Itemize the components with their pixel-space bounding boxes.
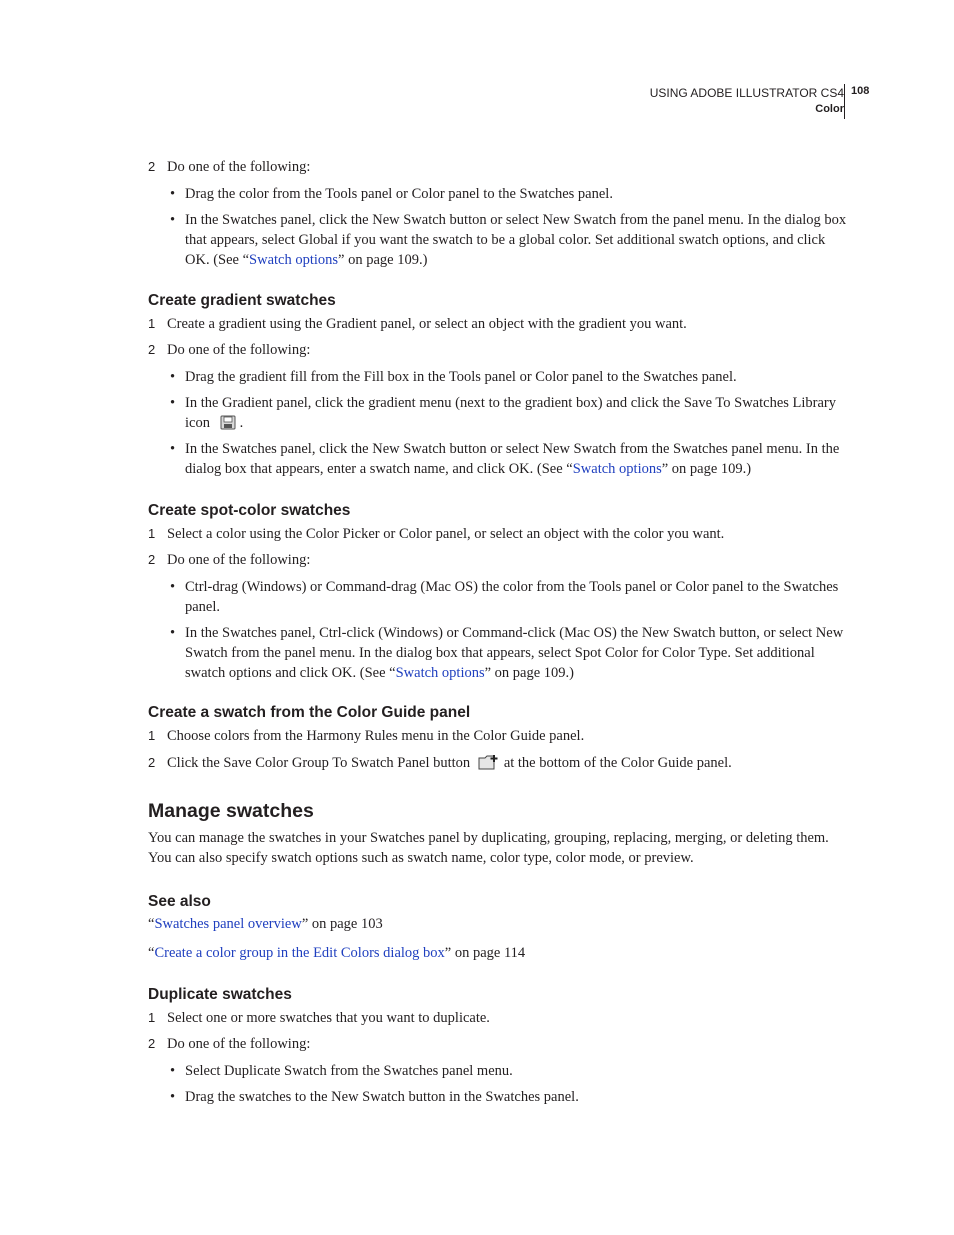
step-number: 1: [148, 316, 156, 331]
save-color-group-icon: [478, 754, 500, 776]
list-item: [148, 623, 848, 683]
list-item: [148, 210, 848, 270]
text: In the Swatches panel, click the New Swatch button or select New Swatch from the panel menu. In the dialog box that appears, select Global if you want the swatch to be a global color. Set additional swatch options, and click OK. (See “: [185, 212, 847, 268]
heading-manage-swatches: Manage swatches: [148, 800, 314, 822]
bullet: •: [170, 369, 176, 385]
step-number: 2: [148, 552, 156, 567]
list-item: [148, 577, 848, 617]
step-text: Select a color using the Color Picker or Color panel, or select an object with the color you want.: [167, 526, 725, 542]
text: In the Swatches panel, click the New Swatch button or select New Swatch from the Swatches panel menu. In the dialog box that appears, enter a swatch name, and click OK. (See “: [185, 441, 840, 477]
text: ” on page 109.): [484, 665, 575, 681]
bullet: •: [170, 441, 176, 457]
step-2: [148, 157, 848, 177]
step-text: Do one of the following:: [167, 159, 311, 175]
swatch-options-link[interactable]: Swatch options: [572, 461, 662, 477]
step-1: [148, 524, 848, 544]
step-2: [148, 550, 848, 570]
heading-create-spot-color-swatches: Create spot-color swatches: [148, 502, 351, 519]
list-item: [148, 1061, 848, 1081]
bullet: •: [170, 1063, 176, 1079]
swatches-panel-overview-link[interactable]: Swatches panel overview: [154, 916, 302, 932]
text: ” on page 103: [301, 916, 383, 932]
section-name: Color: [815, 103, 844, 115]
bullet-text: [148, 393, 848, 436]
step-text: Select one or more swatches that you want to duplicate.: [167, 1010, 490, 1026]
bullet-text: [148, 623, 848, 683]
bullet: •: [170, 186, 176, 202]
bullet: •: [170, 1089, 176, 1105]
bullet-text: Select Duplicate Swatch from the Swatches panel menu.: [185, 1063, 513, 1079]
bullet-text: [148, 210, 848, 270]
bullet-text: Drag the swatches to the New Swatch button in the Swatches panel.: [185, 1089, 579, 1105]
step-2: [148, 753, 848, 776]
step-text: Choose colors from the Harmony Rules menu in the Color Guide panel.: [167, 728, 585, 744]
step-number: 2: [148, 342, 156, 357]
create-color-group-link[interactable]: Create a color group in the Edit Colors dialog box: [154, 945, 445, 961]
running-header: [650, 85, 844, 117]
step-number: 2: [148, 755, 156, 770]
see-also-item: [148, 914, 848, 934]
bullet-text: Drag the gradient fill from the Fill box in the Tools panel or Color panel to the Swatches panel.: [185, 369, 737, 385]
bullet: •: [170, 212, 176, 228]
heading-duplicate-swatches: Duplicate swatches: [148, 986, 292, 1003]
text: ” on page 109.): [661, 461, 752, 477]
heading-create-swatch-color-guide: Create a swatch from the Color Guide panel: [148, 704, 471, 721]
step-number: 2: [148, 1036, 156, 1051]
list-item: [148, 439, 848, 479]
list-item: [148, 1087, 848, 1107]
step-text: [148, 753, 848, 776]
text: Click the Save Color Group To Swatch Panel button: [167, 755, 471, 771]
step-text: Do one of the following:: [167, 1036, 311, 1052]
list-item: [148, 367, 848, 387]
bullet: •: [170, 625, 176, 641]
heading-see-also: See also: [148, 893, 211, 910]
text: ” on page 109.): [338, 252, 428, 268]
step-text: Create a gradient using the Gradient panel, or select an object with the gradient you want.: [167, 316, 687, 332]
text: “: [148, 945, 155, 961]
page-number: 108: [851, 85, 870, 97]
step-number: 1: [148, 526, 156, 541]
list-item: [148, 393, 848, 436]
bullet-text: Drag the color from the Tools panel or Color panel to the Swatches panel.: [185, 186, 613, 202]
bullet: •: [170, 395, 176, 411]
bullet: •: [170, 579, 176, 595]
text: In the Gradient panel, click the gradient menu (next to the gradient box) and click the Save To Swatches Library icon: [185, 395, 836, 431]
book-title: USING ADOBE ILLUSTRATOR CS4: [649, 86, 844, 100]
step-1: [148, 1008, 848, 1028]
step-number: 1: [148, 728, 156, 743]
text: ” on page 114: [444, 945, 526, 961]
step-1: [148, 314, 848, 334]
text: .: [239, 415, 244, 431]
text: “: [148, 916, 155, 932]
step-text: Do one of the following:: [167, 342, 311, 358]
bullet-text: [148, 439, 848, 479]
text: at the bottom of the Color Guide panel.: [503, 755, 732, 771]
step-2: [148, 1034, 848, 1054]
bullet-text: Ctrl-drag (Windows) or Command-drag (Mac OS) the color from the Tools panel or Color panel to the Swatches panel.: [185, 579, 839, 615]
see-also-item: [148, 943, 848, 963]
paragraph: You can manage the swatches in your Swatches panel by duplicating, grouping, replacing, merging, or deleting them. You can also specify swatch options such as swatch name, color type, color mode, or preview.: [148, 830, 829, 866]
text: In the Swatches panel, Ctrl-click (Windows) or Command-click (Mac OS) the New Swatch button, or select New Swatch from the panel menu. In the dialog box that appears, select Spot Color for Color Type. Set additional swatch options and click OK. (See “: [185, 625, 844, 681]
heading-create-gradient-swatches: Create gradient swatches: [148, 292, 336, 309]
step-number: 2: [148, 159, 156, 174]
step-number: 1: [148, 1010, 156, 1025]
header-divider: [844, 84, 845, 119]
save-to-swatches-library-icon: [220, 415, 236, 436]
swatch-options-link[interactable]: Swatch options: [395, 665, 485, 681]
list-item: [148, 184, 848, 204]
swatch-options-link[interactable]: Swatch options: [249, 252, 339, 268]
step-2: [148, 340, 848, 360]
step-1: [148, 726, 848, 746]
step-text: Do one of the following:: [167, 552, 311, 568]
